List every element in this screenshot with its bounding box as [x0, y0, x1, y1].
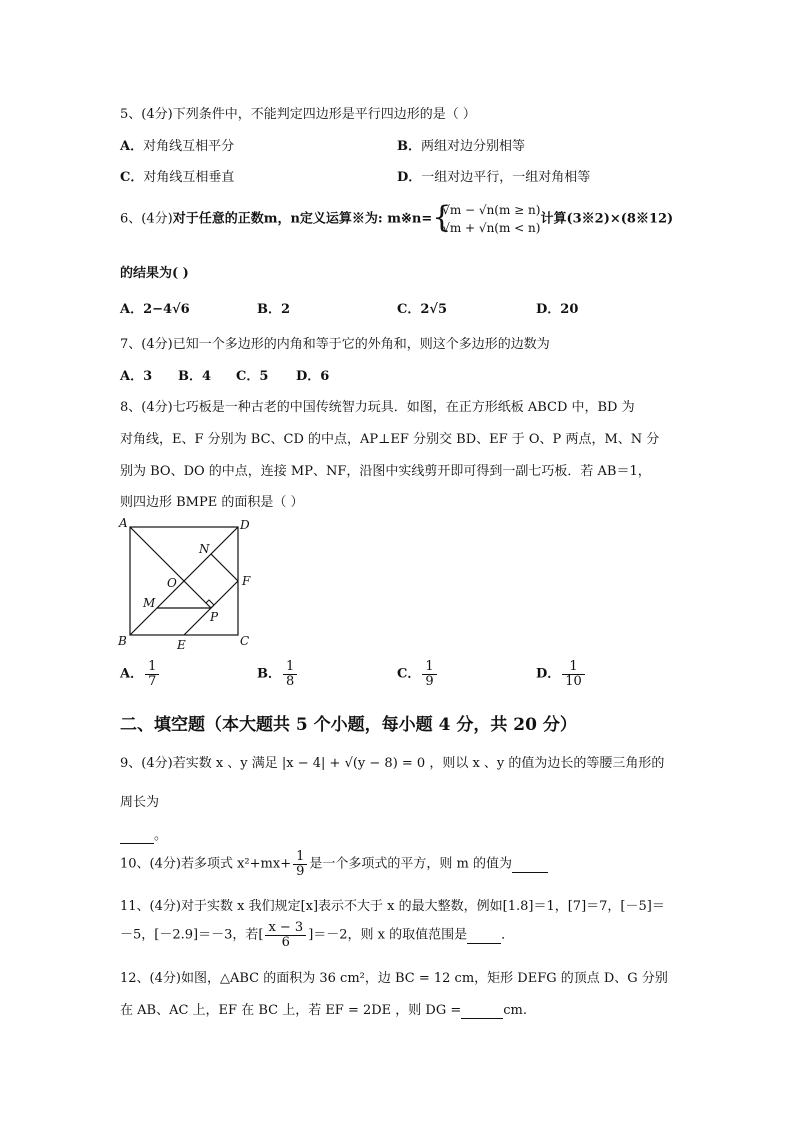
option-text: 2−4√6: [143, 302, 190, 317]
q6-option-a[interactable]: [120, 298, 190, 317]
denominator: 8: [286, 673, 295, 689]
option-text: 两组对边分别相等: [421, 139, 526, 154]
q6-stem: [120, 201, 673, 237]
label-o: O: [167, 576, 177, 590]
option-text: 一组对边平行，一组对角相等: [421, 170, 591, 185]
q6-case-1: √m − √n(m ≥ n): [442, 203, 541, 217]
q5-prefix: 5、(4分): [120, 107, 173, 122]
q11-line-2: [120, 921, 514, 949]
q9-line-2: 周长为: [120, 795, 160, 810]
q11-text-2b: ]＝－2，则 x 的取值范围是: [308, 927, 468, 943]
numerator: 1: [293, 850, 307, 865]
q9-end: 。: [154, 828, 168, 843]
label-f: F: [242, 574, 251, 588]
brace-glyph: {: [432, 200, 452, 235]
q10-text-b: 是一个多项式的平方，则 m 的值为: [309, 856, 512, 872]
q6-piecewise: [432, 201, 540, 237]
q9-prefix: 9、(4分): [120, 756, 173, 771]
option-key: C．: [397, 666, 421, 682]
q8-line-3: 别为 BO、DO 的中点，连接 MP、NF，沿图中实线剪开即可得到一副七巧板．若 AB＝1，: [120, 464, 651, 479]
denominator: 9: [296, 863, 305, 879]
q11-fraction: [265, 921, 306, 949]
option-key: B．: [257, 666, 281, 682]
q8-option-c[interactable]: [397, 660, 439, 688]
option-key: D．: [536, 302, 561, 317]
q11-line-1: [120, 895, 665, 914]
option-key: A．: [120, 369, 144, 384]
q5-option-b[interactable]: [397, 135, 525, 154]
answer-blank[interactable]: [512, 857, 548, 873]
q10-fraction: [293, 850, 307, 878]
q10-text-a: 若多项式 x²+mx+: [180, 856, 292, 872]
q8-line-1: [120, 396, 635, 415]
option-key: D．: [536, 666, 561, 682]
q6-stem-line2: 的结果为( ): [120, 266, 189, 281]
q10-prefix: 10、(4分): [120, 856, 181, 872]
denominator: 6: [281, 934, 290, 950]
q11-prefix: 11、(4分): [120, 899, 181, 914]
option-key: A．: [120, 302, 144, 317]
section-heading: 二、填空题（本大题共 5 个小题，每小题 4 分，共 20 分）: [120, 715, 577, 735]
numerator: 1: [562, 660, 585, 675]
q8-line-4: 则四边形 BMPE 的面积是（ ）: [120, 495, 304, 510]
option-key: A．: [120, 139, 144, 154]
q10-stem: [120, 850, 548, 878]
numerator: 1: [283, 660, 297, 675]
q6-case-2: √m + √n(m < n): [442, 221, 541, 235]
option-key: C．: [236, 369, 260, 384]
q6-option-b[interactable]: [257, 298, 290, 317]
answer-blank[interactable]: [461, 1003, 503, 1019]
q7-prefix: 7、(4分): [120, 337, 173, 352]
q8-tangram-figure: [115, 515, 265, 653]
q8-text-1: 七巧板是一种古老的中国传统智力玩具．如图，在正方形纸板 ABCD 中，BD 为: [172, 400, 635, 415]
option-text: 20: [560, 302, 579, 317]
q8-option-a[interactable]: [120, 660, 161, 688]
option-text: 2√5: [420, 302, 447, 317]
denominator: 10: [565, 673, 582, 689]
q12-prefix: 12、(4分): [120, 971, 181, 986]
q5-option-a[interactable]: [120, 135, 234, 154]
q9-text: 若实数 x 、y 满足 |x − 4| + √(y − 8) = 0 ，则以 x 、y 的值为边长的等腰三角形的: [172, 756, 665, 771]
option-key: D．: [296, 369, 321, 384]
q7-option-c[interactable]: [236, 365, 268, 384]
q8-option-b[interactable]: [257, 660, 299, 688]
q12-text-2b: cm.: [503, 1003, 528, 1018]
option-text: 3: [143, 369, 153, 384]
q12-line-1: [120, 967, 668, 986]
option-fraction: [422, 660, 436, 688]
q11-text-2c: ．: [501, 927, 515, 943]
option-key: C．: [397, 302, 421, 317]
option-text: 对角线互相垂直: [143, 170, 235, 185]
label-c: C: [240, 634, 250, 648]
answer-blank[interactable]: [120, 828, 154, 844]
q7-option-d[interactable]: [296, 365, 329, 384]
q7-option-b[interactable]: [178, 365, 211, 384]
q8-prefix: 8、(4分): [120, 400, 173, 415]
q12-text-2a: 在 AB、AC 上，EF 在 BC 上，若 EF = 2DE ，则 DG =: [120, 1003, 462, 1018]
q5-text: 下列条件中，不能判定四边形是平行四边形的是（ ）: [172, 107, 476, 122]
option-text: 5: [259, 369, 269, 384]
option-text: 对角线互相平分: [143, 139, 235, 154]
label-d: D: [240, 518, 250, 532]
q7-stem: [120, 333, 550, 352]
option-fraction: [283, 660, 297, 688]
option-text: 2: [281, 302, 291, 317]
q11-text-1: 对于实数 x 我们规定[x]表示不大于 x 的最大整数，例如[1.8]＝1，[7]＝7，[－5]＝: [180, 899, 665, 914]
denominator: 9: [425, 673, 434, 689]
option-key: B．: [397, 139, 421, 154]
q12-line-2: [120, 999, 527, 1019]
option-fraction: [562, 660, 585, 688]
option-fraction: [145, 660, 159, 688]
answer-blank[interactable]: [467, 928, 501, 944]
q9-stem: [120, 752, 664, 771]
q6-option-c[interactable]: [397, 298, 447, 317]
q6-option-d[interactable]: [536, 298, 578, 317]
denominator: 7: [148, 673, 157, 689]
q12-text-1: 如图，△ABC 的面积为 36 cm²，边 BC = 12 cm，矩形 DEFG 的顶点 D、G 分别: [180, 971, 668, 986]
q5-option-c[interactable]: [120, 166, 234, 185]
q5-option-d[interactable]: [397, 166, 590, 185]
label-e: E: [177, 638, 186, 652]
label-p: P: [210, 610, 219, 624]
option-key: A．: [120, 666, 144, 682]
label-m: M: [143, 596, 156, 610]
option-key: C．: [120, 170, 144, 185]
q5-stem: [120, 103, 476, 122]
q11-text-2a: －5，[－2.9]＝－3，若[: [120, 927, 264, 943]
label-a: A: [119, 516, 128, 530]
segment-nf: [211, 554, 238, 581]
q9-answer-line[interactable]: [120, 824, 167, 844]
q6-prefix: 6、(4分): [120, 211, 173, 227]
option-text: 6: [320, 369, 330, 384]
option-text: 4: [202, 369, 212, 384]
numerator: 1: [145, 660, 159, 675]
option-key: B．: [257, 302, 281, 317]
option-key: B．: [178, 369, 202, 384]
q6-text-b: 计算(3※2)×(8※12): [540, 211, 674, 227]
numerator: 1: [422, 660, 436, 675]
numerator: x − 3: [265, 921, 306, 936]
q8-option-d[interactable]: [536, 660, 587, 688]
q6-text-a: 对于任意的正数m，n定义运算※为: m※n=: [172, 211, 433, 227]
label-b: B: [118, 634, 127, 648]
label-n: N: [199, 542, 210, 556]
option-key: D．: [397, 170, 422, 185]
q8-line-2: 对角线，E、F 分别为 BC、CD 的中点，AP⊥EF 分别交 BD、EF 于 O、P 两点，M、N 分: [120, 432, 660, 447]
q7-text: 已知一个多边形的内角和等于它的外角和，则这个多边形的边数为: [172, 337, 550, 352]
q7-option-a[interactable]: [120, 365, 152, 384]
